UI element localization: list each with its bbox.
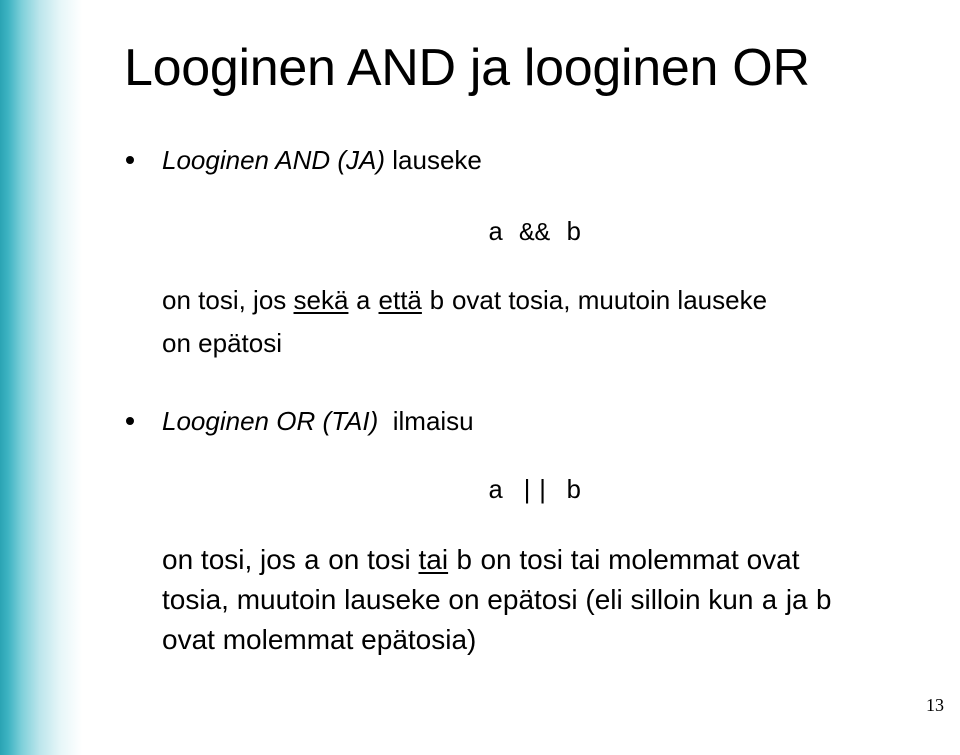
or-expression: a || b bbox=[488, 476, 582, 506]
decorative-edge-bar bbox=[0, 0, 82, 755]
and-after-term: lauseke bbox=[385, 145, 482, 175]
and-desc-underlined-etta: että bbox=[378, 285, 422, 315]
or-description-line-3: ovat molemmat epätosia) bbox=[162, 624, 477, 655]
and-desc-text-rest: ovat tosia, muutoin lauseke bbox=[451, 285, 768, 315]
bullet-dot-icon bbox=[124, 405, 162, 437]
bullet-or bbox=[124, 405, 474, 437]
or-desc2-code-a: a bbox=[761, 587, 779, 618]
or-desc-code-b: b bbox=[455, 547, 473, 578]
or-desc-text-mid: on tosi bbox=[320, 544, 419, 575]
and-term: Looginen AND (JA) bbox=[162, 145, 386, 175]
or-desc2-text-mid: ja bbox=[778, 584, 816, 615]
or-desc-underlined-tai: tai bbox=[418, 544, 449, 575]
bullet-dot-icon bbox=[124, 144, 162, 176]
bullet-and bbox=[124, 144, 482, 176]
or-desc2-code-b: b bbox=[815, 587, 833, 618]
and-description-line-2: on epätosi bbox=[162, 328, 282, 358]
or-desc-text-rest: on tosi tai molemmat ovat bbox=[472, 544, 800, 575]
and-desc-text: on tosi, jos bbox=[162, 285, 294, 315]
or-desc-code-a: a bbox=[303, 547, 321, 578]
and-desc-code-a: a bbox=[355, 287, 372, 317]
or-desc2-text: tosia, muutoin lauseke on epätosi (eli silloin kun bbox=[162, 584, 762, 615]
or-description-line-1 bbox=[162, 540, 800, 583]
and-desc-code-b: b bbox=[429, 287, 445, 317]
page-number: 13 bbox=[926, 695, 944, 715]
and-description-line-1 bbox=[162, 284, 767, 318]
or-desc-text: on tosi, jos bbox=[162, 544, 304, 575]
or-after-term: ilmaisu bbox=[378, 406, 474, 436]
or-term: Looginen OR (TAI) bbox=[162, 406, 379, 436]
slide-title: Looginen AND ja looginen OR bbox=[124, 39, 810, 97]
and-expression: a && b bbox=[488, 218, 582, 248]
or-description-line-2 bbox=[162, 580, 832, 623]
and-desc-underlined-seka: sekä bbox=[293, 285, 349, 315]
